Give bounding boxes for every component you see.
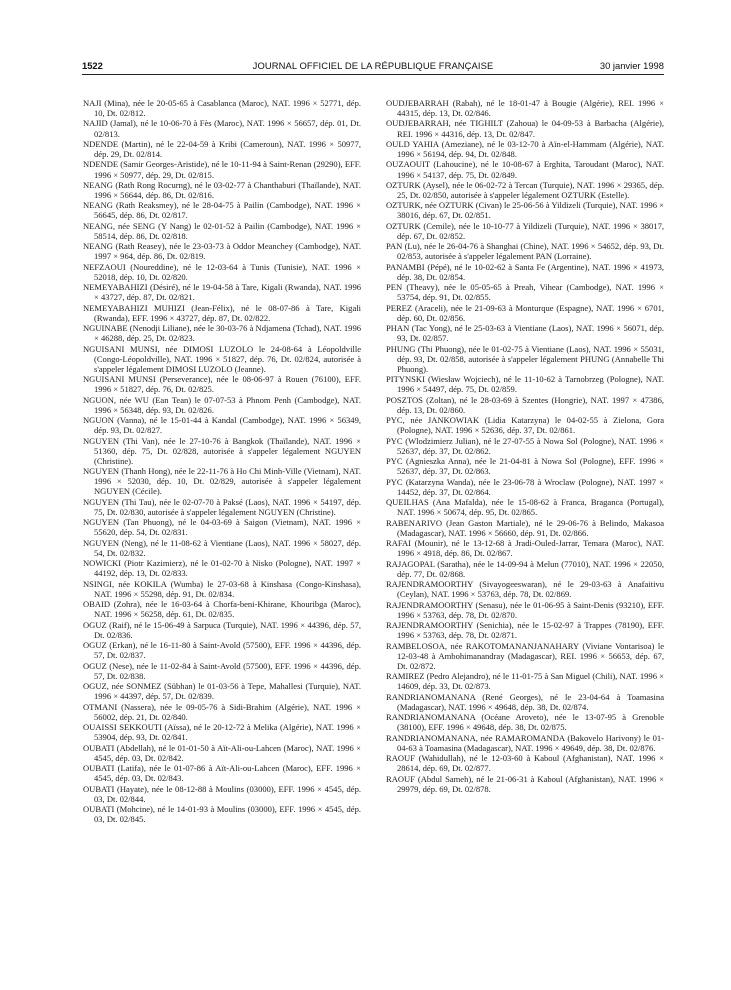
decree-entry: RANDRIANOMANANA (René Georges), né le 23-04-64 à Toamasina (Madagascar), NAT. 1996 × 49648, dép. 38, Dt. 02/874. <box>386 691 664 712</box>
right-column <box>386 98 664 794</box>
decree-entry: PYC (Katarzyna Wanda), née le 23-06-78 à Wroclaw (Pologne), NAT. 1997 × 14452, dép. 37, Dt. 02/864. <box>386 476 664 497</box>
header-rule <box>82 74 664 75</box>
decree-entry: POSZTOS (Zoltan), né le 28-03-69 à Szentes (Hongrie), NAT. 1997 × 47386, dép. 13, Dt. 02/860. <box>386 394 664 415</box>
decree-entry: OUZAOUIT (Lahoucine), né le 10-08-67 à Erghita, Taroudant (Maroc), NAT. 1996 × 54137, dép. 75, Dt. 02/849. <box>386 159 664 180</box>
decree-entry: NEMEYABAHIZI (Désiré), né le 19-04-58 à Tare, Kigali (Rwanda), NAT. 1996 × 43727, dép. 87, Dt. 02/821. <box>83 282 361 303</box>
decree-entry: OUDJEBARRAH (Rabah), né le 18-01-47 à Bougie (Algérie), REI. 1996 × 44315, dép. 13, Dt. 02/846. <box>386 98 664 119</box>
decree-entry: RAJENDRAMOORTHY (Senichia), née le 15-02-97 à Trappes (78190), EFF. 1996 × 53763, dép. 78, Dt. 02/871. <box>386 620 664 641</box>
decree-entry: NGUISANI MUNSI (Perseverance), née le 08-06-97 à Rouen (76100), EFF. 1996 × 51827, dép. 76, Dt. 02/825. <box>83 374 361 395</box>
journal-title: JOURNAL OFFICIEL DE LA RÉPUBLIQUE FRANÇAISE <box>252 60 494 71</box>
decree-entry: RABENARIVO (Jean Gaston Martiale), né le 29-06-76 à Belindo, Makasoa (Madagascar), NAT. 1996 × 56660, dép. 91, Dt. 02/866. <box>386 517 664 538</box>
decree-entry: NGUYEN (Tan Phuong), né le 04-03-69 à Saigon (Vietnam), NAT. 1996 × 55620, dép. 54, Dt. 02/831. <box>83 517 361 538</box>
decree-entry: PEN (Theavy), née le 05-05-65 à Preah, Vihear (Cambodge), NAT. 1996 × 53754, dép. 91, Dt. 02/855. <box>386 282 664 303</box>
decree-entry: NDENDE (Martin), né le 22-04-59 à Kribi (Cameroun), NAT. 1996 × 50977, dép. 29, Dt. 02/814. <box>83 138 361 160</box>
decree-entry: RANDRIANOMANANA, née RAMAROMANDA (Bakovelo Harivony) le 01-04-63 à Toamasina (Madagascar), NAT. 1996 × 49649, dép. 38, Dt. 02/876. <box>386 732 664 753</box>
decree-entry: NEFZAOUI (Noureddine), né le 12-03-64 à Tunis (Tunisie), NAT. 1996 × 52018, dép. 10, Dt. 02/820. <box>83 261 361 282</box>
decree-entry: RAJENDRAMOORTHY (Sivayogeeswaran), né le 29-03-63 à Anafaitivu (Ceylan), NAT. 1996 × 53763, dép. 78, Dt. 02/869. <box>386 579 664 600</box>
decree-entry: OTMANI (Nassera), née le 09-05-76 à Sidi-Brahim (Algérie), NAT. 1996 × 56002, dép. 21, Dt. 02/840. <box>83 701 361 722</box>
publication-date: 30 janvier 1998 <box>599 60 664 71</box>
decree-entry: OZTURK (Aysel), née le 06-02-72 à Tercan (Turquie), NAT. 1996 × 29365, dép. 25, Dt. 02/850, autorisée à s'appeler légalement OZTURK (Estelle). <box>386 179 664 200</box>
decree-entry: RAMBELOSOA, née RAKOTOMANANJANAHARY (Viviane Vontarisoa) le 12-03-48 à Ambohimanandray (Madagascar), REI. 1996 × 56653, dép. 67, Dt. 02/872. <box>386 640 664 671</box>
decree-entry: RAOUF (Abdul Sameh), né le 21-06-31 à Kaboul (Afghanistan), NAT. 1996 × 29979, dép. 69, Dt. 02/878. <box>386 773 664 794</box>
decree-entry: NEANG, née SENG (Y Nang) le 02-01-52 à Pailin (Cambodge), NAT. 1996 × 58514, dép. 86, Dt. 02/818. <box>83 220 361 241</box>
decree-entry: NDENDE (Samir Georges-Aristide), né le 10-11-94 à Saint-Renan (29290), EFF. 1996 × 50977, dép. 29, Dt. 02/815. <box>83 159 361 180</box>
decree-entry: OUBATI (Latifa), née le 01-07-86 à Aït-Ali-ou-Lahcen (Maroc), EFF. 1996 × 4545, dép. 03, Dt. 02/843. <box>83 763 361 784</box>
decree-entry: PAN (Lu), née le 26-04-76 à Shanghai (Chine), NAT. 1996 × 54652, dép. 93, Dt. 02/853, autorisée à s'appeler légalement PAN (Lorraine). <box>386 241 664 262</box>
decree-entry: NOWICKI (Piotr Kazimierz), né le 01-02-70 à Nisko (Pologne), NAT. 1997 × 44192, dép. 13, Dt. 02/833. <box>83 558 361 579</box>
decree-entry: OUBATI (Mohcine), né le 14-01-93 à Moulins (03000), EFF. 1996 × 4545, dép. 03, Dt. 02/845. <box>83 804 361 825</box>
decree-entry: RAJENDRAMOORTHY (Senasu), née le 01-06-95 à Saint-Denis (93210), EFF. 1996 × 53763, dép. 78, Dt. 02/870. <box>386 599 664 620</box>
decree-entry: NEANG (Rath Rong Rocurng), né le 03-02-77 à Chanthaburi (Thaïlande), NAT. 1996 × 56644, dép. 86, Dt. 02/816. <box>83 179 361 200</box>
decree-entry: OUDJEBARRAH, née TIGHILT (Zahoua) le 04-09-53 à Barbacha (Algérie), REI. 1996 × 44316, dép. 13, Dt. 02/847. <box>386 118 664 139</box>
decree-entry: PYC (Wlodzimierz Julian), né le 27-07-55 à Nowa Sol (Pologne), NAT. 1996 × 52637, dép. 37, Dt. 02/862. <box>386 435 664 456</box>
decree-entry: RAFAI (Mounir), né le 13-12-68 à Jradi-Ouled-Jarrar, Temara (Maroc), NAT. 1996 × 4918, dép. 86, Dt. 02/867. <box>386 538 664 559</box>
decree-entry: PITYNSKI (Wiesław Wojciech), né le 11-10-62 à Tarnobrzeg (Pologne), NAT. 1996 × 54497, dép. 75, Dt. 02/859. <box>386 374 664 395</box>
decree-entry: RAJAGOPAL (Saratha), née le 14-09-94 à Melun (77010), NAT. 1996 × 22050, dép. 77, Dt. 02/868. <box>386 558 664 579</box>
decree-entry: RANDRIANOMANANA (Océane Aroveto), née le 13-07-95 à Grenoble (38100), EFF. 1996 × 49648, dép. 38, Dt. 02/875. <box>386 712 664 733</box>
decree-entry: PYC (Agnieszka Anna), née le 21-04-81 à Nowa Sol (Pologne), EFF. 1996 × 52637, dép. 37, Dt. 02/863. <box>386 456 664 477</box>
decree-entry: PHAN (Tac Yong), né le 25-03-63 à Vientiane (Laos), NAT. 1996 × 56071, dép. 93, Dt. 02/857. <box>386 323 664 344</box>
decree-entry: NSINGI, née KOKILA (Wumba) le 27-03-68 à Kinshasa (Congo-Kinshasa), NAT. 1996 × 55298, dép. 91, Dt. 02/834. <box>83 578 361 599</box>
decree-entry: NEANG (Rath Reasey), née le 23-03-73 à Oddor Meanchey (Cambodge), NAT. 1997 × 964, dép. 86, Dt. 02/819. <box>83 241 361 262</box>
decree-entry: NAJID (Jamal), né le 10-06-70 à Fès (Maroc), NAT. 1996 × 56657, dép. 01, Dt. 02/813. <box>83 118 361 139</box>
decree-entry: NGUYEN (Thi Van), née le 27-10-76 à Bangkok (Thaïlande), NAT. 1996 × 51360, dép. 75, Dt. 02/828, autorisée à s'appeler légalement NGUYEN (Christine). <box>83 435 361 466</box>
decree-entry: OUBATI (Hayate), née le 08-12-88 à Moulins (03000), EFF. 1996 × 4545, dép. 03, Dt. 02/844. <box>83 783 361 804</box>
decree-entry: OBAID (Zohra), née le 16-03-64 à Chorfa-beni-Khirane, Khouribga (Maroc), NAT. 1996 × 56258, dép. 61, Dt. 02/835. <box>83 599 361 620</box>
decree-entry: NGUYEN (Thanh Hong), née le 22-11-76 à Ho Chi Minh-Ville (Vietnam), NAT. 1996 × 52030, dép. 10, Dt. 02/829, autorisée à s'appeler légalement NGUYEN (Cécile). <box>83 466 361 497</box>
decree-entry: NGUISANI MUNSI, née DIMOSI LUZOLO le 24-08-64 à Léopoldville (Congo-Léopoldville), NAT. 1996 × 51827, dép. 76, Dt. 02/824, autorisée à s'appeler légalement DIMOSI LUZOLO (Jeanne). <box>83 343 361 374</box>
decree-entry: NEMEYABAHIZI MUHIZI (Jean-Félix), né le 08-07-86 à Tare, Kigali (Rwanda), EFF. 1996 × 43727, dép. 87, Dt. 02/822. <box>83 302 361 323</box>
decree-entry: PHUNG (Thi Phuong), née le 01-02-75 à Vientiane (Laos), NAT. 1996 × 55031, dép. 93, Dt. 02/858, autorisée à s'appeler légalement PHUNG (Annabelle Thi Phuong). <box>386 343 664 374</box>
page-number: 1522 <box>82 60 103 71</box>
decree-entry: OZTURK (Cemile), née le 10-10-77 à Yildizeli (Turquie), NAT. 1996 × 38017, dép. 67, Dt. 02/852. <box>386 220 664 241</box>
decree-entry: RAOUF (Wahidullah), né le 12-03-60 à Kaboul (Afghanistan), NAT. 1996 × 28614, dép. 69, Dt. 02/877. <box>386 753 664 774</box>
decree-entry: RAMIREZ (Pedro Alejandro), né le 11-01-75 à San Miguel (Chili), NAT. 1996 × 14609, dép. 33, Dt. 02/873. <box>386 671 664 692</box>
decree-entry: NGUINABE (Nenodji Liliane), née le 30-03-76 à Ndjamena (Tchad), NAT. 1996 × 46288, dép. 25, Dt. 02/823. <box>83 323 361 344</box>
decree-entry: NEANG (Rath Reaksmey), né le 28-04-75 à Pailin (Cambodge), NAT. 1996 × 56645, dép. 86, Dt. 02/817. <box>83 200 361 221</box>
decree-entry: PEREZ (Araceli), née le 21-09-63 à Monturque (Espagne), NAT. 1996 × 6701, dép. 60, Dt. 02/856. <box>386 302 664 323</box>
left-column <box>83 98 361 825</box>
page-header <box>82 60 664 74</box>
decree-entry: OZTURK, née OZTURK (Civan) le 25-06-56 à Yildizeli (Turquie), NAT. 1996 × 38016, dép. 67, Dt. 02/851. <box>386 200 664 221</box>
decree-entry: OULD YAHIA (Ameziane), né le 03-12-70 à Aïn-el-Hammam (Algérie), NAT. 1996 × 56194, dép. 94, Dt. 02/848. <box>386 138 664 160</box>
decree-entry: OGUZ, née SONMEZ (Sübhan) le 01-03-56 à Tepe, Mahallesi (Turquie), NAT. 1996 × 44397, dép. 57, Dt. 02/839. <box>83 681 361 702</box>
decree-entry: OUBATI (Abdellah), né le 01-01-50 à Aït-Ali-ou-Lahcen (Maroc), NAT. 1996 × 4545, dép. 03, Dt. 02/842. <box>83 742 361 763</box>
decree-entry: QUEILHAS (Ana Mafalda), née le 15-08-62 à Franca, Braganca (Portugal), NAT. 1996 × 50674, dép. 95, Dt. 02/865. <box>386 497 664 518</box>
decree-entry: NGUON, née WU (Ean Tean) le 07-07-53 à Phnom Penh (Cambodge), NAT. 1996 × 56348, dép. 93, Dt. 02/826. <box>83 394 361 415</box>
decree-entry: OGUZ (Erkan), né le 16-11-80 à Saint-Avold (57500), EFF. 1996 × 44396, dép. 57, Dt. 02/837. <box>83 640 361 661</box>
decree-entry: NGUYEN (Neng), né le 11-08-62 à Vientiane (Laos), NAT. 1996 × 58027, dép. 54, Dt. 02/832. <box>83 537 361 558</box>
decree-entry: OUAISSI SEKKOUTI (Aïssa), né le 20-12-72 à Melika (Algérie), NAT. 1996 × 53904, dép. 93, Dt. 02/841. <box>83 722 361 743</box>
decree-entry: PANAMBI (Pépé), né le 10-02-62 à Santa Fe (Argentine), NAT. 1996 × 41973, dép. 38, Dt. 02/854. <box>386 261 664 282</box>
decree-entry: NGUYEN (Thi Tau), née le 02-07-70 à Paksé (Laos), NAT. 1996 × 54197, dép. 75, Dt. 02/830, autorisée à s'appeler légalement NGUYEN (Christine). <box>83 496 361 517</box>
decree-entry: NGUON (Vanna), né le 15-01-44 à Kandal (Cambodge), NAT. 1996 × 56349, dép. 93, Dt. 02/827. <box>83 415 361 436</box>
decree-entry: OGUZ (Raif), né le 15-06-49 à Sarpuca (Turquie), NAT. 1996 × 44396, dép. 57, Dt. 02/836. <box>83 619 361 640</box>
decree-entry: NAJI (Mina), née le 20-05-65 à Casablanca (Maroc), NAT. 1996 × 52771, dép. 10, Dt. 02/812. <box>83 98 361 119</box>
decree-entry: OGUZ (Nese), née le 11-02-84 à Saint-Avold (57500), EFF. 1996 × 44396, dép. 57, Dt. 02/838. <box>83 660 361 681</box>
decree-entry: PYC, née JANKOWIAK (Lidia Katarzyna) le 04-02-55 à Zielona, Gora (Pologne), NAT. 1996 × 52636, dép. 37, Dt. 02/861. <box>386 415 664 436</box>
